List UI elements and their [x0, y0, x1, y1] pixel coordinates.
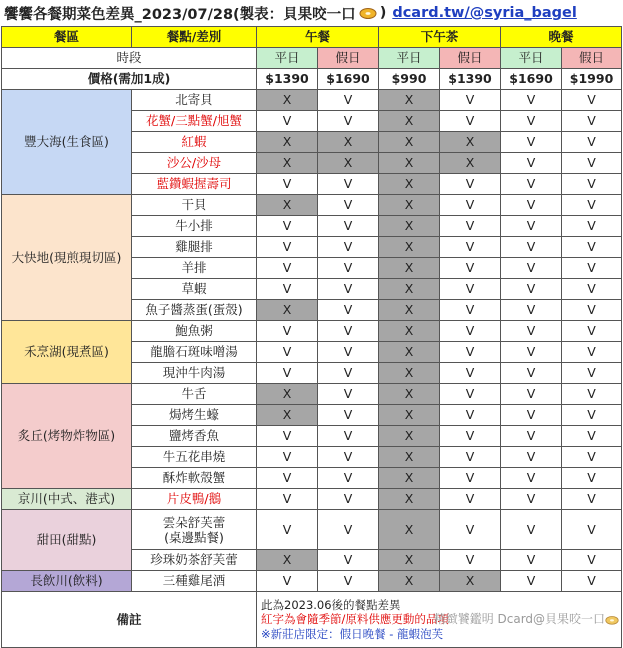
- availability-cell: V: [318, 447, 379, 468]
- dinner-holiday: 假日: [562, 48, 622, 69]
- availability-cell: X: [257, 405, 318, 426]
- availability-cell: X: [379, 342, 440, 363]
- availability-cell: V: [501, 489, 562, 510]
- availability-cell: V: [257, 342, 318, 363]
- availability-cell: V: [501, 195, 562, 216]
- area-label: 長飲川(飲料): [2, 571, 132, 592]
- availability-cell: V: [318, 342, 379, 363]
- availability-cell: V: [501, 132, 562, 153]
- note-line-3: ※新莊店限定：假日晚餐 - 龍蝦泡芙: [261, 626, 444, 641]
- price-cell: $1390: [257, 69, 318, 90]
- header-item: 餐點/差別: [132, 27, 257, 48]
- availability-cell: V: [257, 237, 318, 258]
- page-title: [0, 0, 623, 26]
- table-row: [2, 489, 622, 510]
- availability-cell: V: [440, 489, 501, 510]
- availability-cell: V: [562, 216, 622, 237]
- availability-cell: V: [562, 90, 622, 111]
- availability-cell: V: [440, 279, 501, 300]
- item-name: 龍膽石斑味噌湯: [132, 342, 257, 363]
- item-name: 牛小排: [132, 216, 257, 237]
- availability-cell: V: [318, 468, 379, 489]
- availability-cell: V: [257, 489, 318, 510]
- availability-cell: V: [562, 153, 622, 174]
- price-cell: $1690: [501, 69, 562, 90]
- availability-cell: X: [440, 153, 501, 174]
- availability-cell: V: [257, 468, 318, 489]
- item-name: 鮑魚粥: [132, 321, 257, 342]
- item-name: 牛舌: [132, 384, 257, 405]
- availability-cell: V: [562, 342, 622, 363]
- item-name: 北寄貝: [132, 90, 257, 111]
- availability-cell: X: [379, 111, 440, 132]
- area-label: 甜田(甜點): [2, 510, 132, 571]
- item-name: 草蝦: [132, 279, 257, 300]
- availability-cell: V: [257, 258, 318, 279]
- table-row: [2, 510, 622, 550]
- availability-cell: V: [501, 510, 562, 550]
- notes-row: [2, 592, 622, 648]
- availability-cell: V: [440, 550, 501, 571]
- availability-cell: V: [440, 321, 501, 342]
- bagel-icon: [605, 615, 619, 625]
- availability-cell: V: [440, 111, 501, 132]
- item-name: 三種雞尾酒: [132, 571, 257, 592]
- availability-cell: V: [318, 405, 379, 426]
- period-row: [2, 48, 622, 69]
- area-label: 炙丘(烤物炸物區): [2, 384, 132, 489]
- availability-cell: X: [379, 90, 440, 111]
- availability-cell: V: [501, 216, 562, 237]
- availability-cell: X: [379, 321, 440, 342]
- availability-cell: V: [440, 342, 501, 363]
- availability-cell: V: [318, 571, 379, 592]
- availability-cell: V: [257, 111, 318, 132]
- availability-cell: V: [562, 132, 622, 153]
- availability-cell: V: [501, 571, 562, 592]
- header-tea: 下午茶: [379, 27, 501, 48]
- tea-weekday: 平日: [379, 48, 440, 69]
- availability-cell: V: [562, 195, 622, 216]
- area-label: 大快地(現煎現切區): [2, 195, 132, 321]
- availability-cell: X: [318, 132, 379, 153]
- availability-cell: V: [440, 216, 501, 237]
- availability-cell: V: [501, 321, 562, 342]
- availability-cell: V: [562, 363, 622, 384]
- item-name: 花蟹/三點蟹/旭蟹: [132, 111, 257, 132]
- item-name: 沙公/沙母: [132, 153, 257, 174]
- availability-cell: V: [501, 363, 562, 384]
- note-line-1: 此為2023.06後的餐點差異: [261, 597, 401, 612]
- price-row: [2, 69, 622, 90]
- availability-cell: V: [440, 174, 501, 195]
- item-name: 干貝: [132, 195, 257, 216]
- dinner-weekday: 平日: [501, 48, 562, 69]
- availability-cell: V: [562, 468, 622, 489]
- availability-cell: X: [379, 550, 440, 571]
- availability-cell: V: [440, 90, 501, 111]
- availability-cell: V: [501, 384, 562, 405]
- area-label: 京川(中式、港式): [2, 489, 132, 510]
- availability-cell: X: [257, 300, 318, 321]
- area-label: 豐大海(生食區): [2, 90, 132, 195]
- availability-cell: V: [257, 571, 318, 592]
- availability-cell: V: [318, 111, 379, 132]
- availability-cell: V: [501, 405, 562, 426]
- header-area: 餐區: [2, 27, 132, 48]
- availability-cell: V: [318, 321, 379, 342]
- availability-cell: V: [562, 405, 622, 426]
- availability-cell: V: [318, 363, 379, 384]
- availability-cell: V: [440, 405, 501, 426]
- availability-cell: V: [318, 195, 379, 216]
- item-name: 牛五花串燒: [132, 447, 257, 468]
- availability-cell: V: [440, 384, 501, 405]
- availability-cell: X: [440, 571, 501, 592]
- availability-cell: V: [501, 426, 562, 447]
- price-cell: $1990: [562, 69, 622, 90]
- item-name: 片皮鴨/鵝: [132, 489, 257, 510]
- availability-cell: V: [318, 279, 379, 300]
- availability-cell: X: [318, 153, 379, 174]
- item-name: 珍珠奶茶舒芙蕾: [132, 550, 257, 571]
- table-row: [2, 571, 622, 592]
- availability-cell: X: [257, 384, 318, 405]
- watermark: [434, 612, 619, 627]
- availability-cell: V: [501, 550, 562, 571]
- availability-cell: X: [257, 90, 318, 111]
- price-cell: $990: [379, 69, 440, 90]
- availability-cell: V: [501, 468, 562, 489]
- item-name-line1: 雲朵舒芙蕾: [162, 514, 226, 530]
- availability-cell: V: [318, 489, 379, 510]
- availability-cell: X: [379, 426, 440, 447]
- availability-cell: X: [379, 300, 440, 321]
- table-row: [2, 321, 622, 342]
- availability-cell: V: [440, 468, 501, 489]
- item-name: 雞腿排: [132, 237, 257, 258]
- availability-cell: V: [318, 550, 379, 571]
- availability-cell: V: [562, 111, 622, 132]
- table-row: [2, 195, 622, 216]
- item-name: 酥炸軟殼蟹: [132, 468, 257, 489]
- lunch-holiday: 假日: [318, 48, 379, 69]
- availability-cell: X: [379, 447, 440, 468]
- availability-cell: V: [501, 111, 562, 132]
- availability-cell: V: [440, 363, 501, 384]
- notes-content: [257, 592, 622, 648]
- availability-cell: V: [501, 447, 562, 468]
- note-line-2: 紅字為會隨季節/原料供應更動的品項: [261, 612, 449, 627]
- availability-cell: V: [501, 174, 562, 195]
- availability-cell: X: [379, 384, 440, 405]
- price-label: 價格(需加1成): [2, 69, 257, 90]
- availability-cell: X: [379, 279, 440, 300]
- item-name: [132, 510, 257, 550]
- item-name: 現沖牛肉湯: [132, 363, 257, 384]
- availability-cell: X: [379, 195, 440, 216]
- availability-cell: V: [501, 342, 562, 363]
- availability-cell: V: [257, 363, 318, 384]
- availability-cell: V: [318, 90, 379, 111]
- tea-holiday: 假日: [440, 48, 501, 69]
- availability-cell: V: [562, 447, 622, 468]
- availability-cell: V: [562, 174, 622, 195]
- item-name: 藍鑽蝦握壽司: [132, 174, 257, 195]
- availability-cell: V: [440, 258, 501, 279]
- availability-cell: X: [257, 195, 318, 216]
- item-name: 羊排: [132, 258, 257, 279]
- availability-cell: V: [562, 489, 622, 510]
- availability-cell: V: [501, 153, 562, 174]
- availability-cell: V: [318, 426, 379, 447]
- availability-cell: X: [440, 132, 501, 153]
- availability-cell: X: [379, 174, 440, 195]
- bagel-icon: [359, 7, 377, 19]
- availability-cell: X: [379, 489, 440, 510]
- availability-cell: X: [257, 132, 318, 153]
- availability-cell: V: [562, 279, 622, 300]
- item-name: 魚子醬蒸蛋(蛋殼): [132, 300, 257, 321]
- lunch-weekday: 平日: [257, 48, 318, 69]
- availability-cell: V: [440, 300, 501, 321]
- menu-table: [1, 26, 622, 648]
- table-row: [2, 90, 622, 111]
- availability-cell: V: [501, 90, 562, 111]
- availability-cell: V: [318, 258, 379, 279]
- availability-cell: V: [562, 321, 622, 342]
- availability-cell: X: [379, 571, 440, 592]
- availability-cell: V: [562, 426, 622, 447]
- dcard-link[interactable]: dcard.tw/@syria_bagel: [392, 5, 577, 21]
- notes-label: 備註: [2, 592, 257, 648]
- availability-cell: V: [562, 258, 622, 279]
- item-name: 焗烤生蠔: [132, 405, 257, 426]
- header-row: [2, 27, 622, 48]
- availability-cell: X: [379, 510, 440, 550]
- availability-cell: V: [318, 300, 379, 321]
- availability-cell: V: [257, 321, 318, 342]
- availability-cell: X: [257, 550, 318, 571]
- availability-cell: X: [379, 405, 440, 426]
- availability-cell: V: [440, 195, 501, 216]
- availability-cell: V: [562, 571, 622, 592]
- availability-cell: X: [379, 216, 440, 237]
- availability-cell: V: [257, 426, 318, 447]
- availability-cell: V: [257, 279, 318, 300]
- availability-cell: X: [379, 153, 440, 174]
- title-close: ): [379, 5, 387, 21]
- availability-cell: V: [501, 300, 562, 321]
- price-cell: $1390: [440, 69, 501, 90]
- availability-cell: X: [379, 468, 440, 489]
- item-name: 紅蝦: [132, 132, 257, 153]
- availability-cell: V: [440, 426, 501, 447]
- header-lunch: 午餐: [257, 27, 379, 48]
- period-label: 時段: [2, 48, 257, 69]
- item-name-line2: (桌邊點餐): [164, 529, 224, 545]
- availability-cell: V: [562, 550, 622, 571]
- availability-cell: V: [318, 216, 379, 237]
- availability-cell: V: [562, 237, 622, 258]
- availability-cell: V: [257, 510, 318, 550]
- availability-cell: V: [440, 510, 501, 550]
- availability-cell: V: [257, 216, 318, 237]
- availability-cell: V: [318, 174, 379, 195]
- availability-cell: V: [501, 279, 562, 300]
- availability-cell: X: [379, 363, 440, 384]
- price-cell: $1690: [318, 69, 379, 90]
- item-name: 鹽烤香魚: [132, 426, 257, 447]
- availability-cell: V: [562, 510, 622, 550]
- availability-cell: X: [257, 153, 318, 174]
- availability-cell: V: [257, 174, 318, 195]
- availability-cell: V: [440, 447, 501, 468]
- watermark-text: 精緻饕鑑明 Dcard@貝果咬一口: [433, 612, 606, 626]
- availability-cell: V: [562, 300, 622, 321]
- availability-cell: V: [318, 510, 379, 550]
- header-dinner: 晚餐: [501, 27, 622, 48]
- availability-cell: V: [318, 384, 379, 405]
- availability-cell: V: [318, 237, 379, 258]
- availability-cell: X: [379, 258, 440, 279]
- availability-cell: X: [379, 132, 440, 153]
- table-row: [2, 384, 622, 405]
- availability-cell: V: [501, 237, 562, 258]
- availability-cell: V: [440, 237, 501, 258]
- availability-cell: V: [562, 384, 622, 405]
- title-text: 饗饗各餐期菜色差異_2023/07/28(製表：貝果咬一口: [4, 6, 356, 23]
- availability-cell: X: [379, 237, 440, 258]
- availability-cell: V: [257, 447, 318, 468]
- area-label: 禾烹湖(現煮區): [2, 321, 132, 384]
- availability-cell: V: [501, 258, 562, 279]
